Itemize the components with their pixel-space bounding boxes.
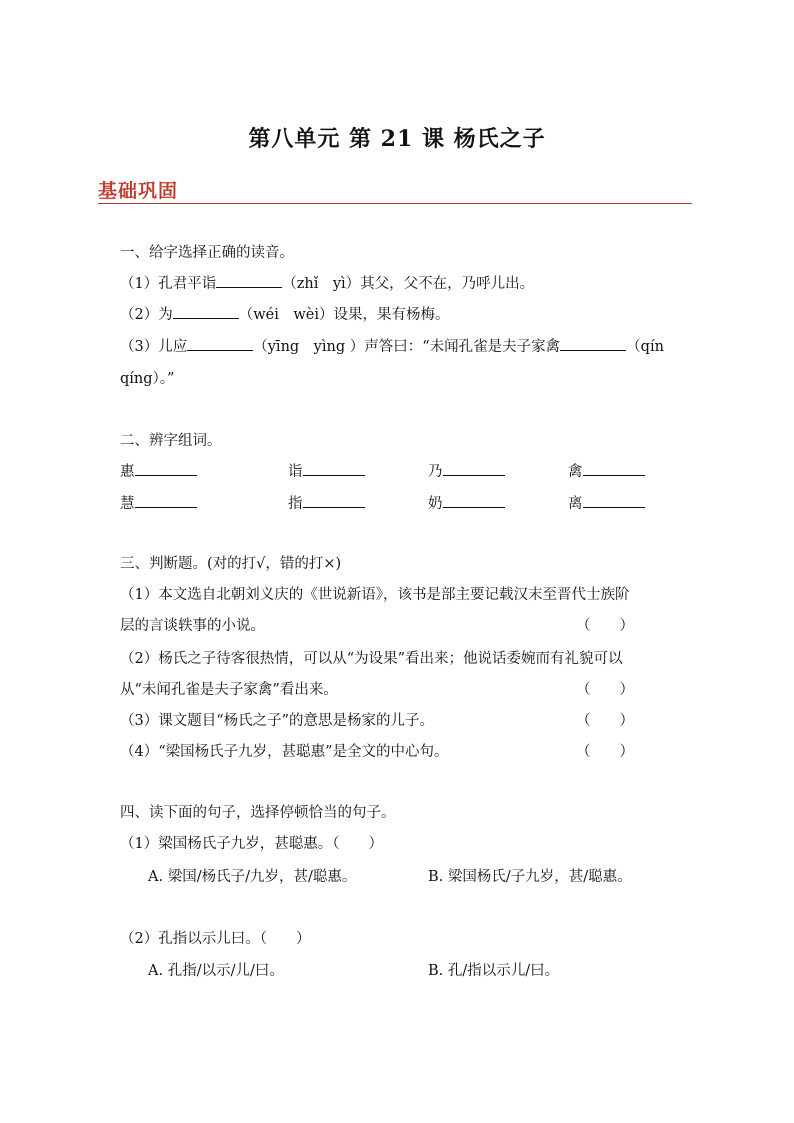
answer-blank[interactable]: [303, 493, 365, 508]
q4-heading: 四、读下面的句子，选择停顿恰当的句子。: [120, 805, 396, 821]
q3-item-2-line-1: （2）杨氏之子待客很热情，可以从“为设果”看出来；他说话委婉而有礼貌可以: [120, 651, 623, 667]
word-item: 禽: [568, 460, 645, 481]
section-divider: [98, 203, 692, 204]
q4-1-option-a[interactable]: A. 梁国/杨氏子/九岁，甚/聪惠。: [148, 869, 357, 885]
answer-paren[interactable]: （ ）: [576, 682, 634, 698]
q4-1-option-b[interactable]: B. 梁国杨氏/子九岁，甚/聪惠。: [428, 869, 632, 885]
section-heading: 基础巩固: [98, 180, 179, 202]
q2-heading: 二、辨字组词。: [120, 433, 222, 449]
answer-paren[interactable]: （ ）: [576, 713, 634, 729]
answer-blank[interactable]: [560, 336, 626, 351]
q3-item-1-line-1: （1）本文选自北朝刘义庆的《世说新语》，该书是部主要记载汉末至晋代士族阶: [120, 587, 630, 603]
q1-line-2: [120, 303, 450, 324]
word-item: 指: [288, 492, 365, 513]
word-item: 诣: [288, 460, 365, 481]
answer-blank[interactable]: [443, 493, 505, 508]
q4-sentence-1: （1）梁国杨氏子九岁，甚聪惠。（ ）: [120, 836, 383, 852]
q1-line-3: [120, 335, 664, 356]
word-item: 奶: [428, 492, 505, 513]
q1-line-3-mid: （yīng yìng ）声答曰：“未闻孔雀是夫子家禽: [253, 339, 561, 355]
q3-item-4: （4）“梁国杨氏子九岁，甚聪惠”是全文的中心句。: [120, 744, 449, 760]
answer-blank[interactable]: [187, 336, 253, 351]
word-item: 离: [568, 492, 645, 513]
q1-line-1: [120, 272, 534, 293]
answer-blank[interactable]: [303, 461, 365, 476]
answer-blank[interactable]: [135, 461, 197, 476]
answer-blank[interactable]: [583, 461, 645, 476]
q3-heading: 三、判断题。(对的打√，错的打×): [120, 556, 342, 572]
q1-line-4: qíng）。”: [120, 371, 175, 387]
q4-2-option-a[interactable]: A. 孔指/以示/儿/曰。: [148, 963, 284, 979]
q1-heading: 一、给字选择正确的读音。: [120, 245, 294, 261]
answer-paren[interactable]: （ ）: [576, 744, 634, 760]
word-item: 惠: [120, 460, 197, 481]
answer-blank[interactable]: [443, 461, 505, 476]
word-item: 乃: [428, 460, 505, 481]
q1-line-1-prefix: （1）孔君平诣: [120, 276, 217, 292]
word-item: 慧: [120, 492, 197, 513]
page-title: 第八单元 第 21 课 杨氏之子: [248, 126, 546, 152]
q1-line-3-prefix: （3）儿应: [120, 339, 188, 355]
q4-2-option-b[interactable]: B. 孔/指以示儿/曰。: [428, 963, 560, 979]
q1-line-3-suffix: （qín: [626, 339, 664, 355]
q3-item-3: （3）课文题目“杨氏之子”的意思是杨家的儿子。: [120, 713, 435, 729]
answer-blank[interactable]: [583, 493, 645, 508]
q3-item-1-line-2: 层的言谈轶事的小说。: [120, 618, 265, 634]
answer-blank[interactable]: [216, 273, 282, 288]
q3-item-2-line-2: 从“未闻孔雀是夫子家禽”看出来。: [120, 682, 338, 698]
answer-paren[interactable]: （ ）: [576, 618, 634, 634]
answer-blank[interactable]: [135, 493, 197, 508]
q4-sentence-2: （2）孔指以示儿曰。（ ）: [120, 931, 311, 947]
q1-line-2-suffix: （wéi wèi）设果，果有杨梅。: [238, 307, 450, 323]
q1-line-2-prefix: （2）为: [120, 307, 173, 323]
q1-line-1-suffix: （zhǐ yì）其父，父不在，乃呼儿出。: [282, 276, 535, 292]
answer-blank[interactable]: [173, 304, 239, 319]
